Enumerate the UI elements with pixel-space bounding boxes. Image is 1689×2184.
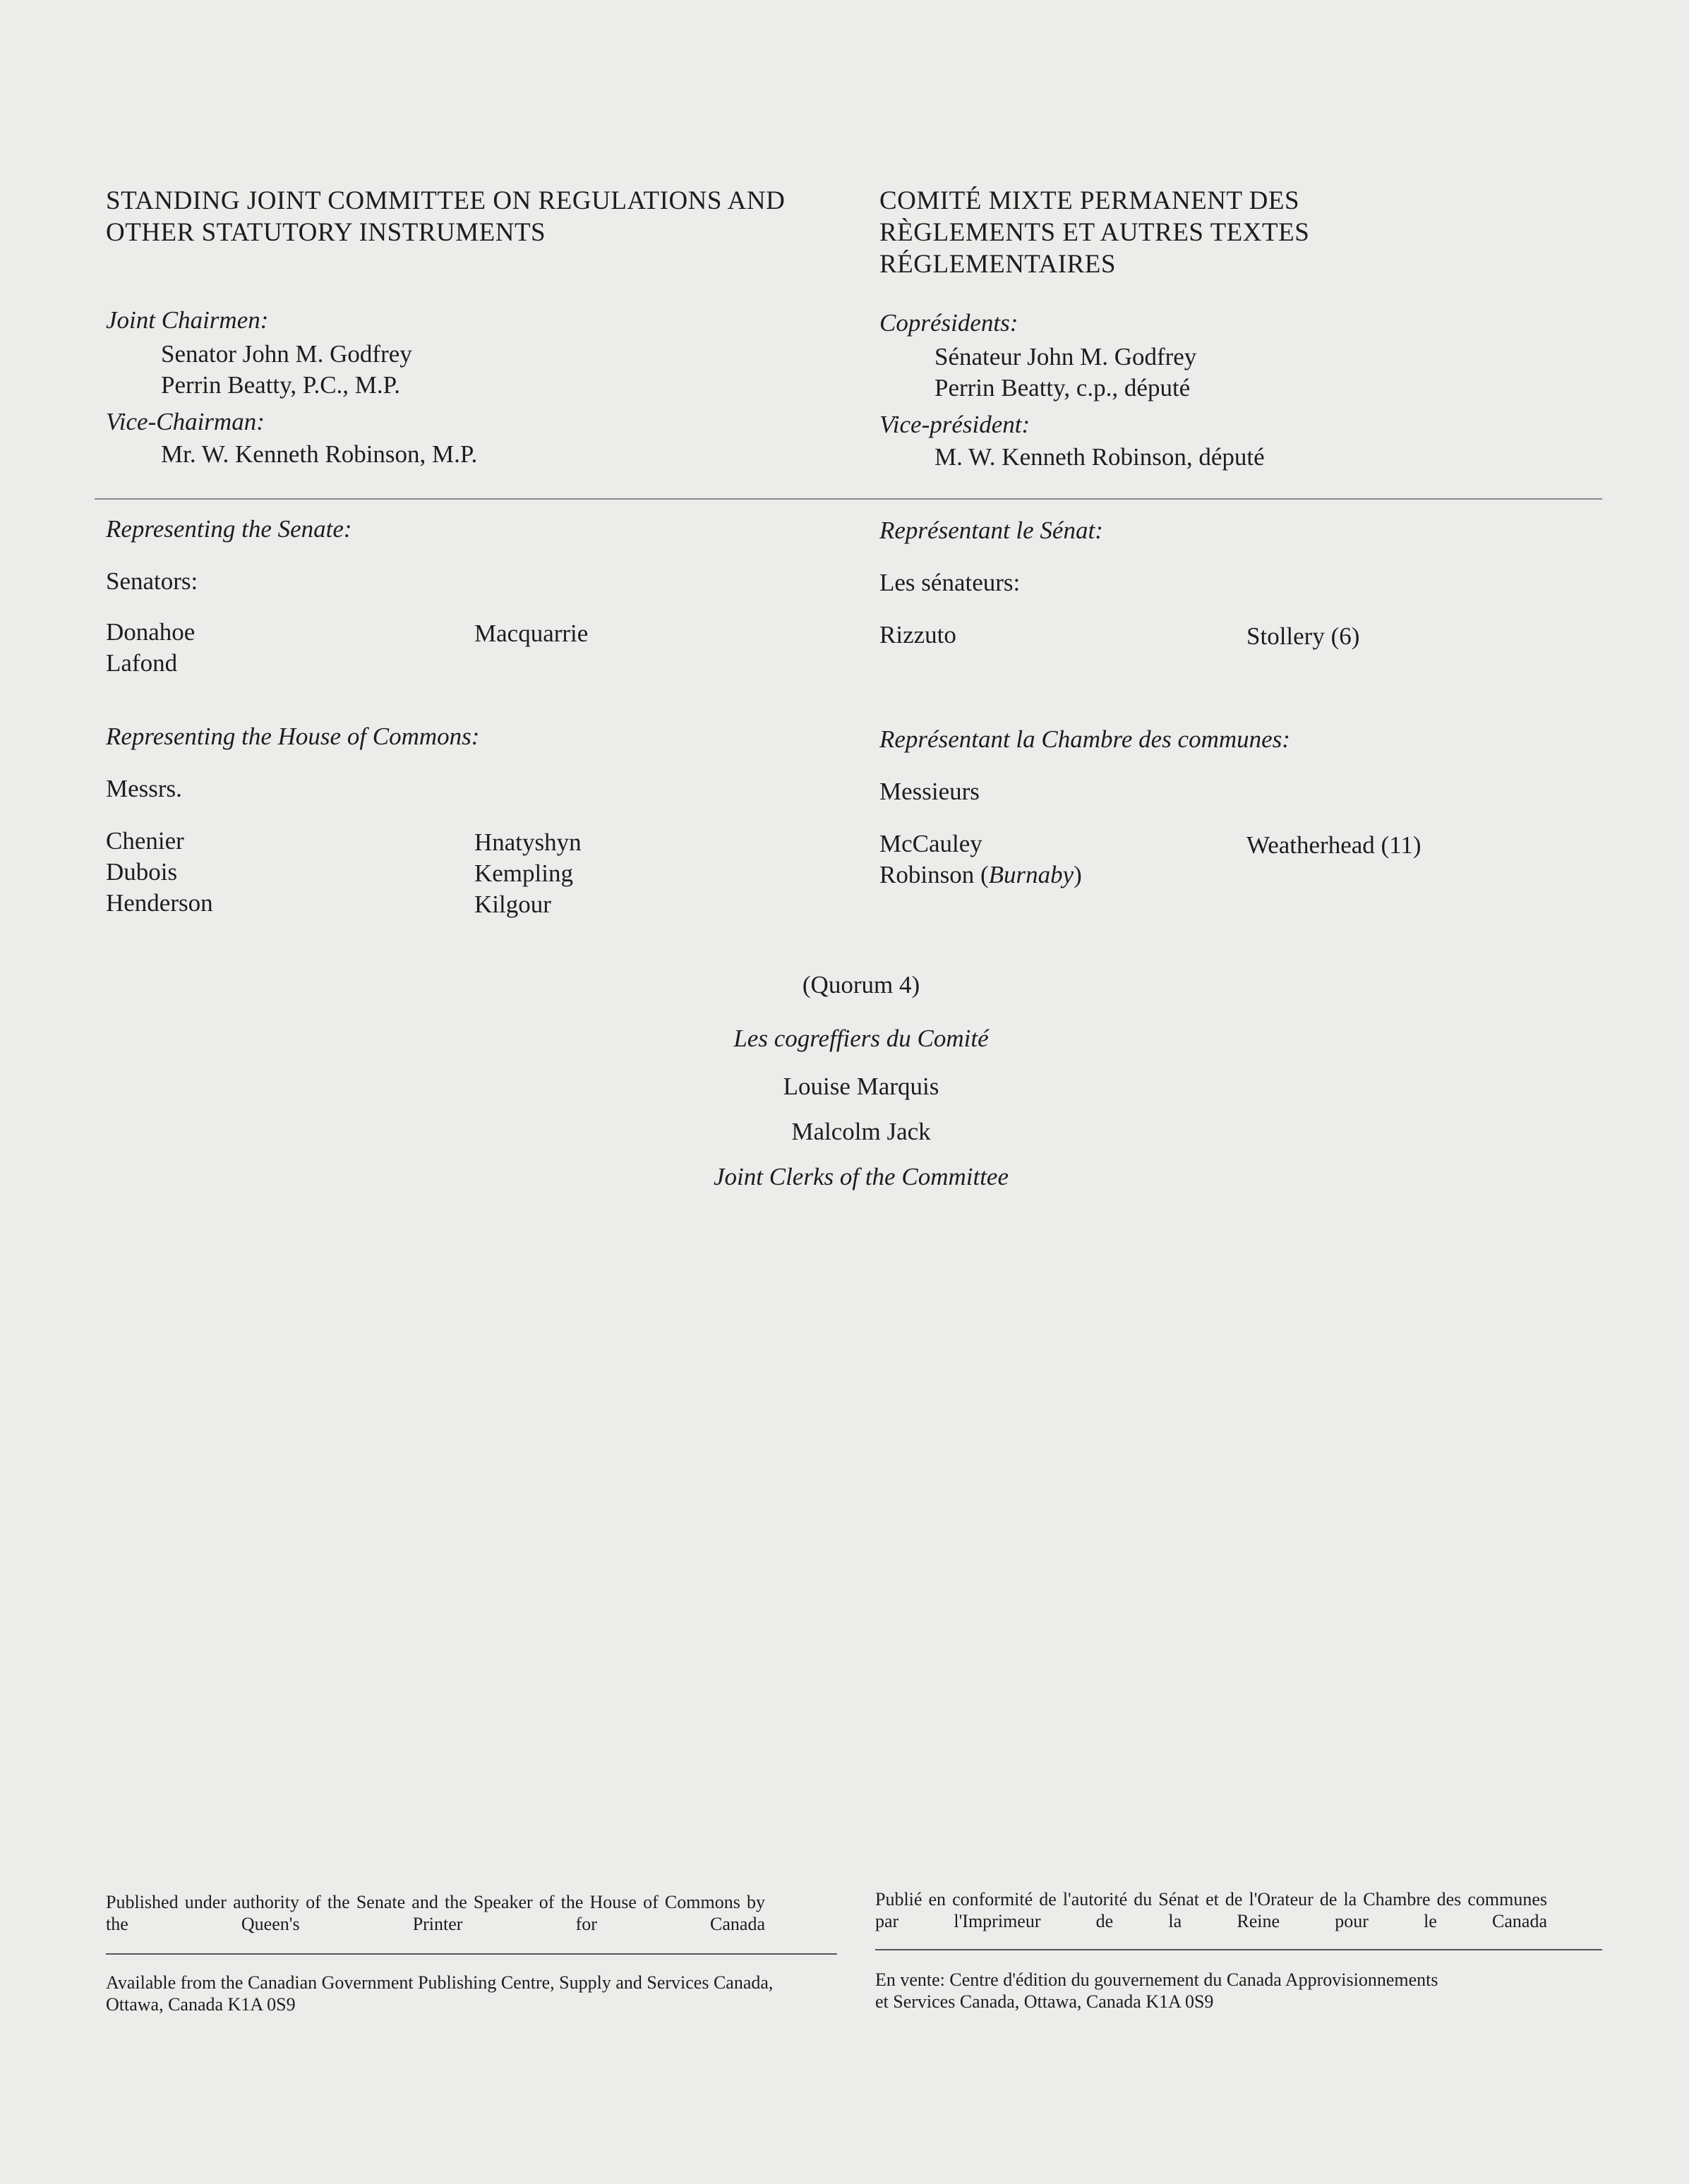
chairman-2: Perrin Beatty, P.C., M.P. — [161, 371, 401, 399]
representant-chambre-heading: Représentant la Chambre des communes: — [879, 725, 1290, 753]
available-notice-fr: En vente: Centre d'édition du gouvernement du Canada Approvisionnements et Services Canada, Ottawa, Canada K1A 0S9 — [875, 1969, 1438, 2012]
member-name: Dubois — [106, 858, 178, 886]
senator-name: Donahoe — [106, 618, 196, 646]
vice-president-label: Vice-président: — [879, 411, 1030, 438]
paren-close: ) — [1074, 861, 1082, 888]
section-divider — [95, 498, 1602, 500]
representing-senate-heading: Representing the Senate: — [106, 515, 352, 543]
clerk-name: Louise Marquis — [783, 1073, 939, 1100]
copresidents-label: Coprésidents: — [879, 309, 1018, 337]
representant-senat-heading: Représentant le Sénat: — [879, 517, 1103, 544]
committee-title-fr: COMITÉ MIXTE PERMANENT DES RÈGLEMENTS ET AUTRES TEXTES RÉGLEMENTAIRES — [879, 186, 1310, 279]
published-notice-en: Published under authority of the Senate and the Speaker of the House of Commons by the Queen's Printer for Canada — [106, 1892, 765, 1934]
copresident-2: Perrin Beatty, c.p., député — [934, 374, 1191, 402]
senateur-name: Stollery (6) — [1246, 622, 1360, 650]
vice-president-name: M. W. Kenneth Robinson, député — [934, 443, 1265, 471]
depute-name: Weatherhead (11) — [1246, 831, 1421, 859]
member-name: Hnatyshyn — [474, 828, 582, 856]
depute-name — [879, 859, 1082, 891]
footer-rule-left — [106, 1953, 837, 1955]
senateurs-label: Les sénateurs: — [879, 569, 1021, 596]
cogreffiers-label: Les cogreffiers du Comité — [733, 1025, 989, 1052]
member-name: Henderson — [106, 889, 213, 917]
published-notice-fr: Publié en conformité de l'autorité du Sénat et de l'Orateur de la Chambre des communes par l'Imprimeur de la Reine pour le Canada — [875, 1889, 1547, 1931]
member-name: Kempling — [474, 859, 573, 887]
copresident-1: Sénateur John M. Godfrey — [934, 343, 1197, 370]
available-notice-en: Available from the Canadian Government Publishing Centre, Supply and Services Canada, Ottawa, Canada K1A 0S9 — [106, 1972, 774, 2015]
member-name: Kilgour — [474, 891, 551, 918]
senator-name: Macquarrie — [474, 620, 589, 647]
messieurs-label: Messieurs — [879, 778, 980, 805]
messrs-label: Messrs. — [106, 775, 182, 802]
senator-name: Lafond — [106, 649, 178, 677]
committee-title-en: STANDING JOINT COMMITTEE ON REGULATIONS AND OTHER STATUTORY INSTRUMENTS — [106, 186, 786, 247]
vice-chairman-label: Vice-Chairman: — [106, 408, 265, 435]
vice-chairman-name: Mr. W. Kenneth Robinson, M.P. — [161, 440, 478, 468]
joint-clerks-label: Joint Clerks of the Committee — [714, 1163, 1009, 1190]
depute-surname: Robinson ( — [879, 861, 989, 888]
senateur-name: Rizzuto — [879, 621, 956, 648]
senators-label: Senators: — [106, 567, 198, 595]
joint-chairmen-label: Joint Chairmen: — [106, 306, 269, 334]
chairman-1: Senator John M. Godfrey — [161, 340, 412, 368]
clerk-name: Malcolm Jack — [791, 1118, 931, 1145]
depute-name: McCauley — [879, 830, 982, 857]
riding-name: Burnaby — [988, 861, 1074, 888]
footer-rule-right — [875, 1949, 1602, 1950]
member-name: Chenier — [106, 827, 184, 855]
quorum: (Quorum 4) — [802, 971, 920, 999]
representing-commons-heading: Representing the House of Commons: — [106, 723, 480, 750]
